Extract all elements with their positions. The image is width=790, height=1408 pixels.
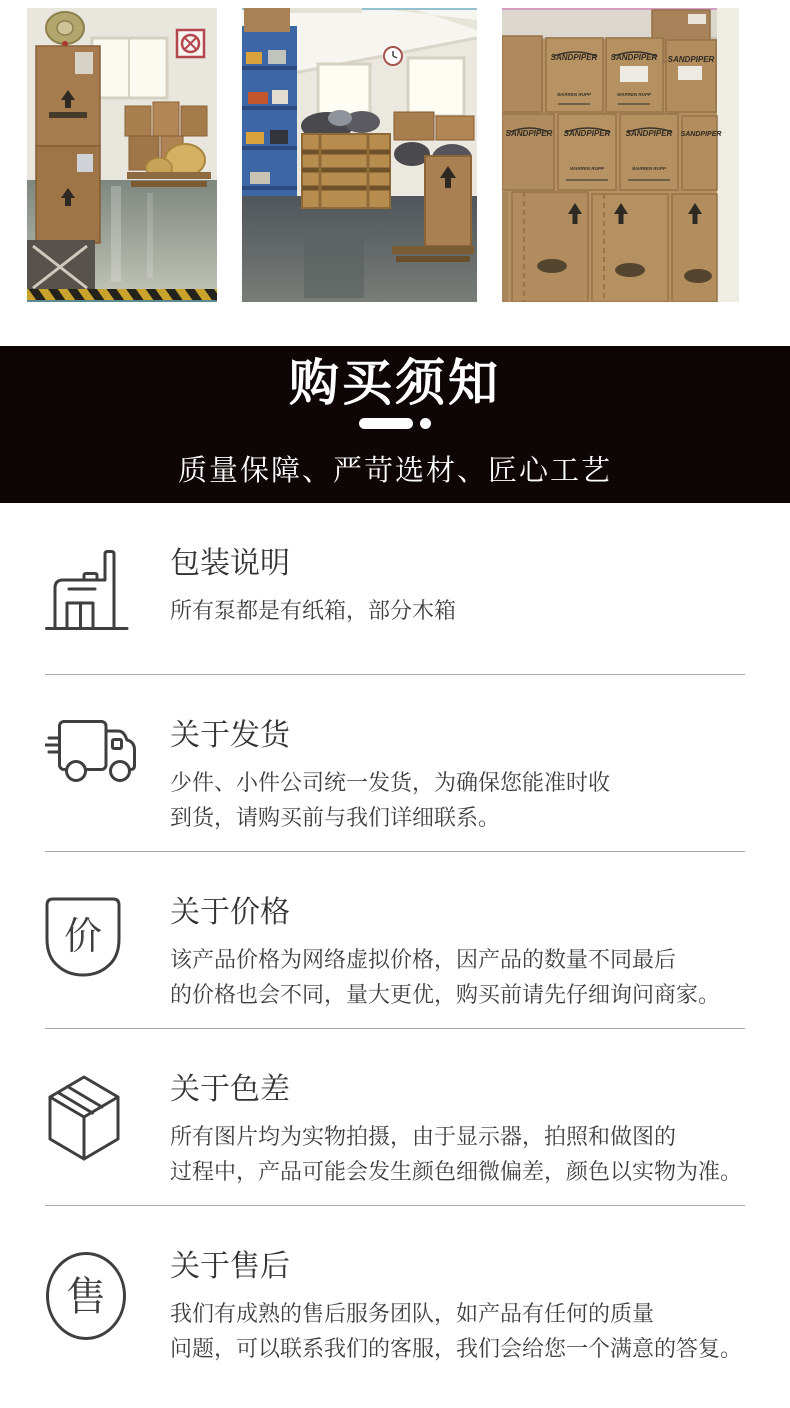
- svg-text:SANDPIPER: SANDPIPER: [550, 53, 598, 62]
- divider-bar-icon: [359, 418, 413, 429]
- text-line: 所有泵都是有纸箱，部分木箱: [170, 598, 457, 623]
- wall-clock: [384, 47, 402, 65]
- section-text: [170, 765, 745, 835]
- text-line: 问题，可以联系我们的客服，我们会给您一个满意的答复。: [170, 1336, 743, 1361]
- svg-text:SANDPIPER: SANDPIPER: [610, 53, 658, 62]
- section-packaging: [45, 503, 745, 675]
- notice-banner: [0, 346, 790, 503]
- warehouse-photo-racks: [242, 8, 477, 302]
- warehouse-photo-aisle: [27, 8, 217, 302]
- section-title: 包装说明: [170, 547, 290, 580]
- svg-text:SANDPIPER: SANDPIPER: [505, 129, 553, 138]
- section-color-difference: [45, 1029, 745, 1206]
- svg-text:SANDPIPER: SANDPIPER: [680, 131, 722, 138]
- factory-icon: [45, 546, 170, 632]
- text-line: 该产品价格为网络虚拟价格，因产品的数量不同最后: [170, 947, 677, 972]
- carton-row-2: [502, 114, 721, 190]
- section-title: 关于发货: [170, 719, 290, 752]
- svg-text:SANDPIPER: SANDPIPER: [625, 129, 673, 138]
- text-line: 少件、小件公司统一发货，为确保您能准时收: [170, 770, 611, 795]
- section-shipping: [45, 675, 745, 852]
- svg-text:WARREN RUPP: WARREN RUPP: [632, 166, 666, 171]
- wooden-crate: [301, 110, 390, 208]
- text-line: 的价格也会不同，量大更优，购买前请先仔细询问商家。: [170, 982, 721, 1007]
- section-text: [170, 1119, 745, 1189]
- svg-text:WARREN RUPP: WARREN RUPP: [617, 92, 651, 97]
- text-line: 到货，请购买前与我们详细联系。: [170, 805, 501, 830]
- wall-fan: [177, 30, 204, 57]
- section-title: 关于色差: [170, 1073, 290, 1106]
- truck-icon: [45, 718, 170, 784]
- box-icon: [45, 1072, 170, 1162]
- svg-text:SANDPIPER: SANDPIPER: [563, 129, 611, 138]
- banner-title: 购买须知: [289, 355, 501, 411]
- svg-text:售: 售: [66, 1275, 106, 1319]
- section-title: 关于价格: [170, 896, 290, 929]
- carton-stack: [36, 46, 100, 243]
- text-line: 所有图片均为实物拍摄，由于显示器，拍照和做图的: [170, 1124, 677, 1149]
- text-line: 过程中，产品可能会发生颜色细微偏差，颜色以实物为准。: [170, 1159, 743, 1184]
- section-text: [170, 942, 745, 1012]
- svg-text:WARREN RUPP: WARREN RUPP: [557, 92, 591, 97]
- price-shield-icon: [45, 895, 170, 977]
- warehouse-photo-cartons: [502, 8, 739, 302]
- text-line: 我们有成熟的售后服务团队，如产品有任何的质量: [170, 1301, 655, 1326]
- svg-text:价: 价: [63, 916, 103, 958]
- divider-dot-icon: [420, 418, 431, 429]
- dark-crate: [27, 240, 95, 294]
- svg-text:WARREN RUPP: WARREN RUPP: [570, 166, 604, 171]
- carton-row-1: [502, 36, 716, 112]
- after-sales-circle-icon: [45, 1249, 170, 1341]
- section-text: [170, 593, 745, 628]
- photos-row: [0, 0, 790, 302]
- section-after-sales: [45, 1206, 745, 1382]
- section-text: [170, 1296, 745, 1366]
- banner-subtitle: 质量保障、严苛选材、匠心工艺: [177, 455, 612, 487]
- svg-text:SANDPIPER: SANDPIPER: [667, 55, 715, 64]
- section-title: 关于售后: [170, 1250, 290, 1283]
- banner-divider: [0, 418, 790, 429]
- carton-row-3: [502, 192, 717, 302]
- section-price: [45, 852, 745, 1029]
